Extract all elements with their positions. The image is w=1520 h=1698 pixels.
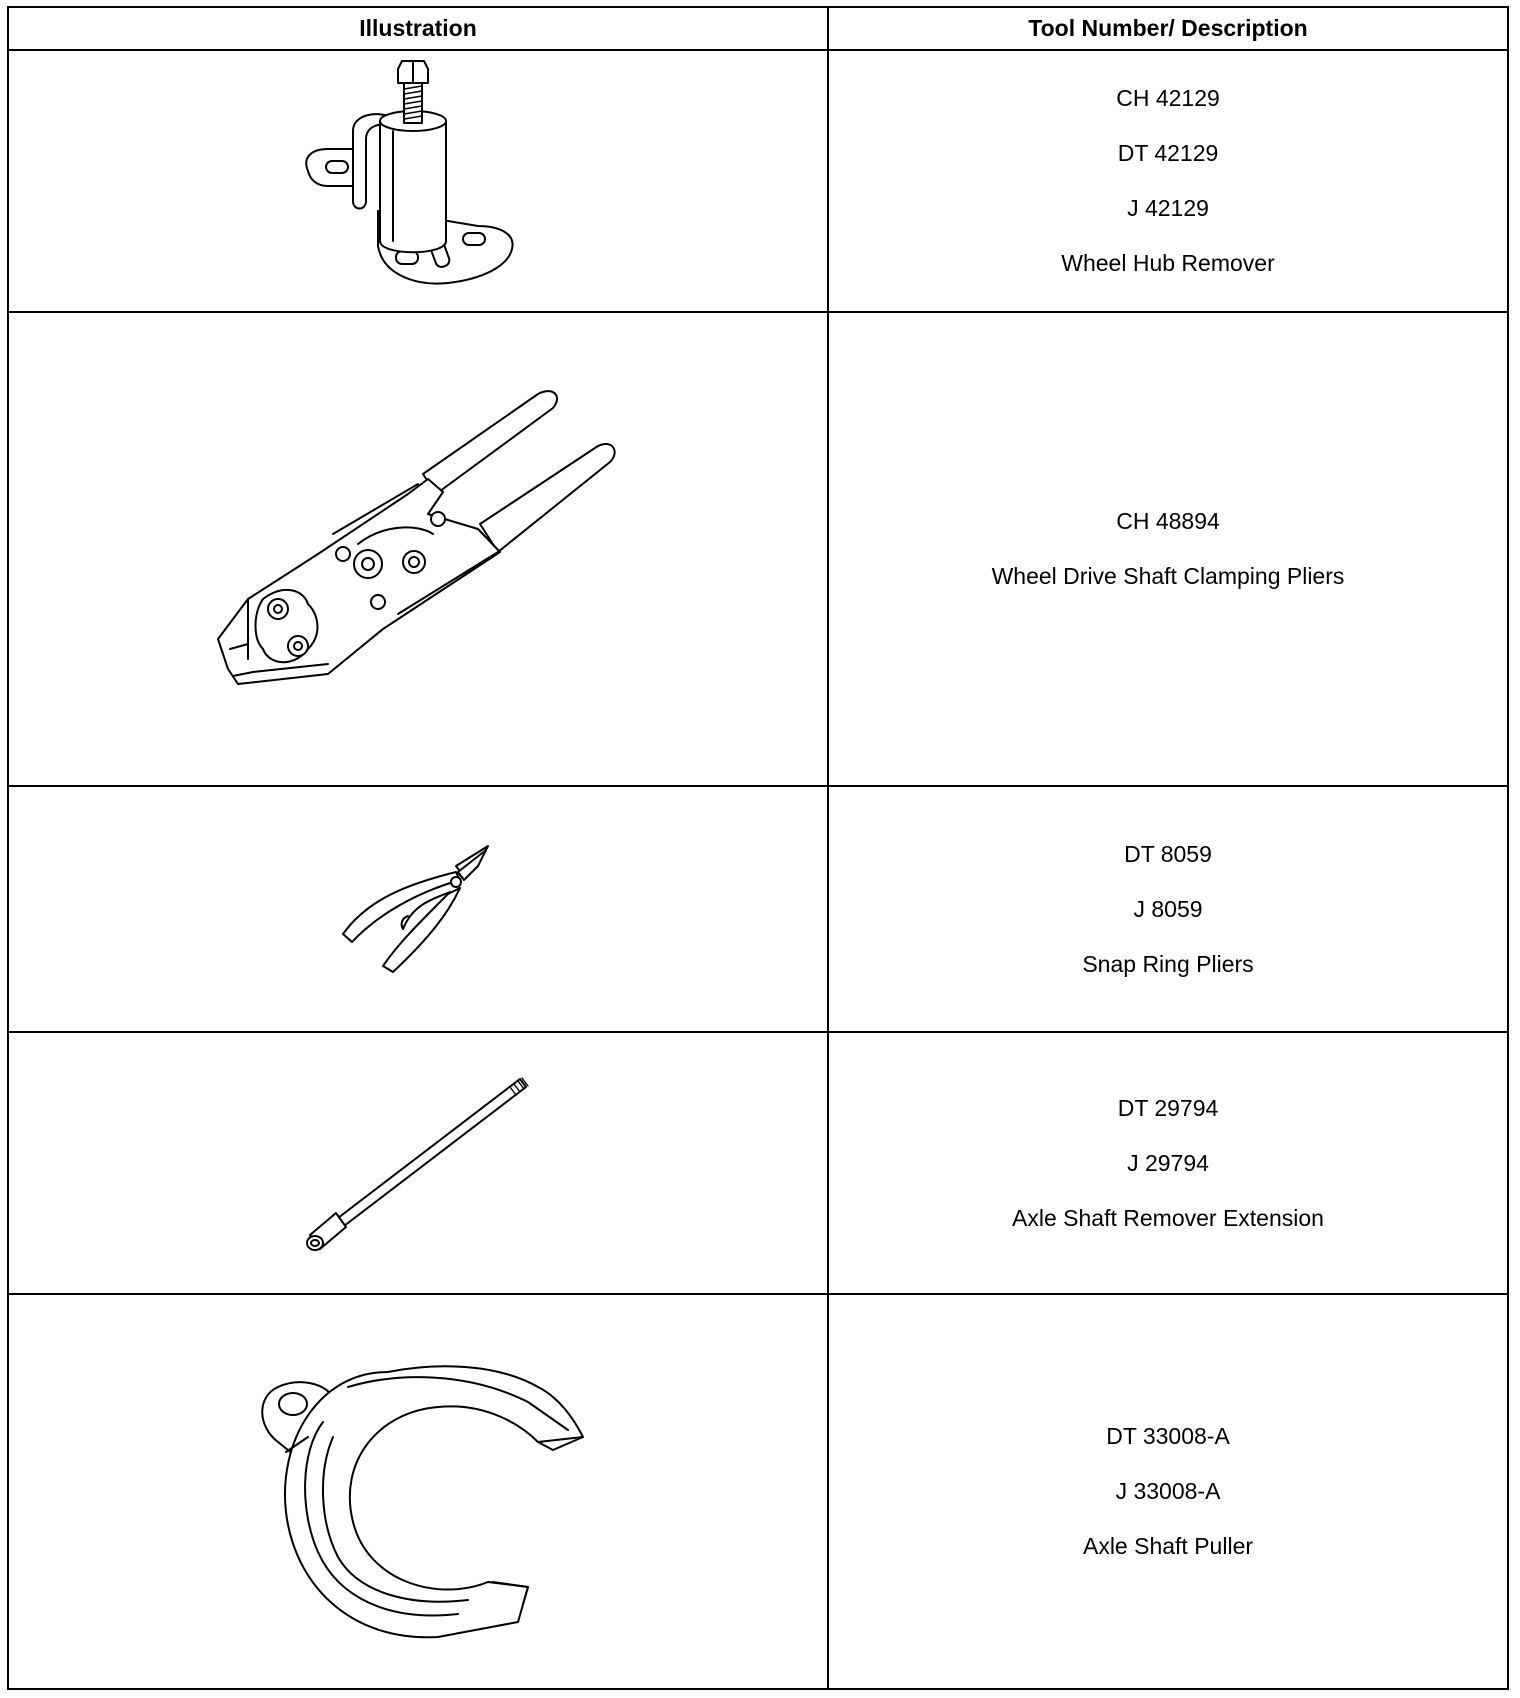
table-row: [8, 1032, 1508, 1294]
illustration-cell: [8, 312, 828, 786]
tool-description: Wheel Drive Shaft Clamping Pliers: [991, 563, 1345, 589]
clamping-pliers-icon: [208, 384, 628, 714]
illustration-cell: [8, 1032, 828, 1294]
table-row: [8, 312, 1508, 786]
axle-shaft-puller-icon: [238, 1342, 598, 1642]
illustration-cell: [8, 786, 828, 1032]
tool-number: DT 42129: [1117, 140, 1219, 166]
header-tool-description: Tool Number/ Description: [828, 7, 1508, 50]
tool-number: J 42129: [1127, 195, 1209, 221]
description-cell: [828, 1032, 1508, 1294]
tool-description: Wheel Hub Remover: [1061, 250, 1275, 276]
tool-number: CH 42129: [1116, 85, 1220, 111]
tool-number: DT 33008-A: [1106, 1423, 1230, 1449]
wheel-hub-remover-icon: [298, 61, 538, 301]
description-cell: [828, 786, 1508, 1032]
description-cell: [828, 312, 1508, 786]
table-row: [8, 50, 1508, 312]
tool-number: DT 29794: [1117, 1094, 1219, 1121]
illustration-cell: [8, 1294, 828, 1689]
tool-description: Axle Shaft Remover Extension: [1012, 1204, 1324, 1231]
remover-extension-icon: [298, 1073, 538, 1253]
header-row: [8, 7, 1508, 50]
table-row: [8, 1294, 1508, 1689]
tool-number: DT 8059: [1124, 840, 1212, 867]
table-row: [8, 786, 1508, 1032]
illustration-cell: [8, 50, 828, 312]
tool-number: J 33008-A: [1115, 1478, 1221, 1504]
snap-ring-pliers-icon: [338, 844, 498, 974]
description-cell: [828, 1294, 1508, 1689]
header-illustration: Illustration: [8, 7, 828, 50]
tool-number: J 8059: [1133, 895, 1203, 922]
tool-number: CH 48894: [1116, 508, 1220, 534]
tool-description: Axle Shaft Puller: [1082, 1533, 1254, 1559]
tool-table: [7, 6, 1509, 1690]
tool-description: Snap Ring Pliers: [1082, 950, 1254, 977]
description-cell: [828, 50, 1508, 312]
tool-number: J 29794: [1127, 1149, 1209, 1176]
